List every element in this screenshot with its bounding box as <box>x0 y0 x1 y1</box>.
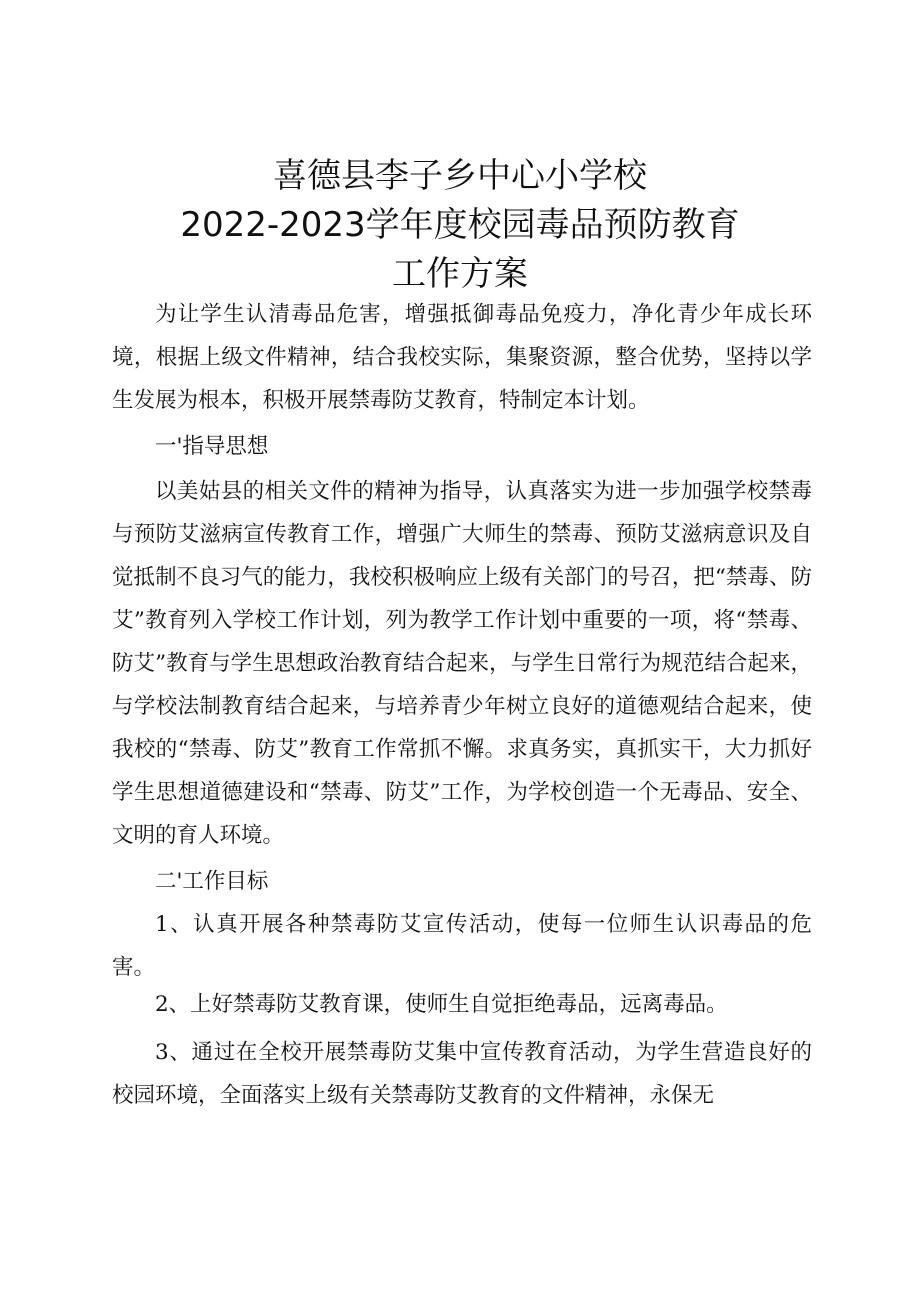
document-title <box>0 152 920 299</box>
section2-heading: 二'工作目标 <box>155 869 269 894</box>
goal-item-1: 1、认真开展各种禁毒防艾宣传活动，使每一位师生认识毒品的危害。 <box>112 912 812 980</box>
title-line-school: 喜德县李子乡中心小学校 <box>273 156 647 196</box>
title-line-year: 2022-2023学年度校园毒品预防教育 <box>180 205 740 245</box>
intro-paragraph: 为让学生认清毒品危害，增强抵御毒品免疫力，净化青少年成长环境，根据上级文件精神，结合我校实际，集聚资源，整合优势，坚持以学生发展为根本，积极开展禁毒防艾教育，特制定本计划。 <box>112 302 812 413</box>
section1-heading: 一'指导思想 <box>155 434 269 459</box>
goal-item-3: 3、通过在全校开展禁毒防艾集中宣传教育活动，为学生营造良好的校园环境，全面落实上级有关禁毒防艾教育的文件精神，永保无 <box>112 1040 812 1108</box>
goal-item-2: 2、上好禁毒防艾教育课，使师生自觉拒绝毒品，远离毒品。 <box>155 992 728 1017</box>
title-line-plan: 工作方案 <box>392 254 528 294</box>
section1-paragraph: 以美姑县的相关文件的精神为指导，认真落实为进一步加强学校禁毒与预防艾滋病宣传教育工作，增强广大师生的禁毒、预防艾滋病意识及自觉抵制不良习气的能力，我校积极响应上级有关部门的号召，把“禁毒、防艾”教育列入学校工作计划，列为教学工作计划中重要的一项，将“禁毒、防艾”教育与学生思想政治教育结合起来，与学生日常行为规范结合起来，与学校法制教育结合起来，与培养青少年树立良好的道德观结合起来，使我校的“禁毒、防艾”教育工作常抓不懈。求真务实，真抓实干，大力抓好学生思想道德建设和“禁毒、防艾”工作，为学校创造一个无毒品、安全、文明的育人环境。 <box>112 479 812 848</box>
